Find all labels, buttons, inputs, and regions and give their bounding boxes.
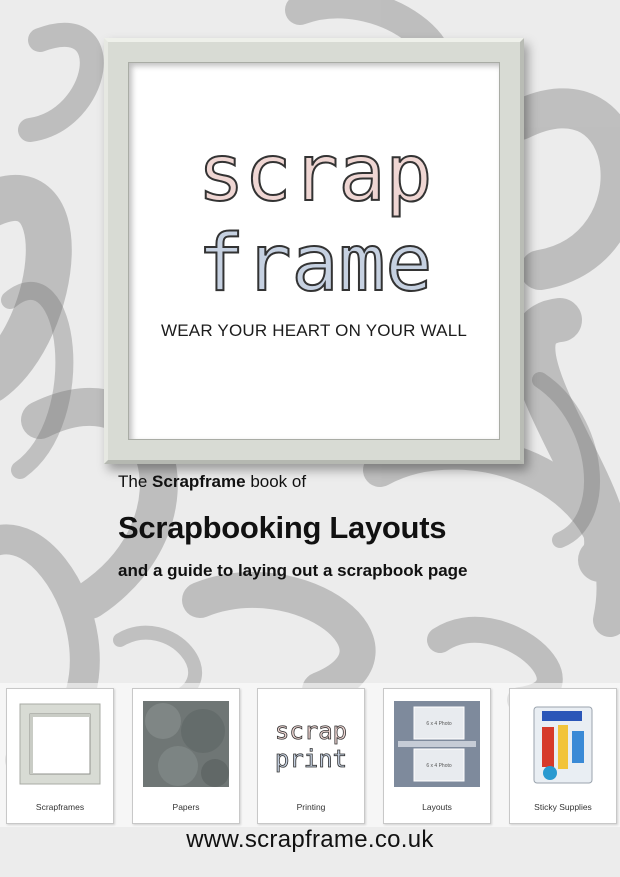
website-url[interactable]: www.scrapframe.co.uk: [186, 826, 434, 853]
layout-thumbnail-icon: [394, 701, 480, 787]
scrap-print-logo-icon: [268, 701, 354, 787]
book-subtitle: The Scrapframe book of: [118, 472, 307, 491]
frame-thumbnail-icon: [17, 701, 103, 787]
product-label: Layouts: [422, 802, 452, 812]
logo-word-scrap: scrap: [197, 130, 433, 219]
product-card-printing[interactable]: [257, 688, 365, 824]
product-card-papers[interactable]: [132, 688, 240, 824]
print-logo-word-scrap: scrap: [274, 717, 348, 745]
page-title: Scrapbooking Layouts: [118, 510, 447, 545]
product-label: Scrapframes: [35, 802, 85, 812]
layout-photo-label-2: 6 x 4 Photo: [426, 763, 452, 769]
product-label: Sticky Supplies: [534, 802, 592, 812]
layout-photo-label-1: 6 x 4 Photo: [426, 721, 452, 727]
logo-word-frame: frame: [197, 219, 433, 309]
product-card-scrapframes[interactable]: [6, 688, 114, 824]
sticky-supplies-thumbnail-icon: [520, 701, 606, 787]
print-logo-word-print: print: [274, 745, 348, 773]
paper-texture-thumbnail-icon: [143, 701, 229, 787]
product-card-layouts[interactable]: [383, 688, 491, 824]
guide-subtitle: and a guide to laying out a scrapbook page: [118, 561, 468, 580]
scrapframe-logo: [150, 130, 490, 320]
brand-name: Scrapframe: [152, 472, 246, 491]
product-label: Printing: [296, 802, 326, 812]
product-label: Papers: [172, 802, 200, 812]
frame-tagline: WEAR YOUR HEART ON YOUR WALL: [161, 321, 467, 340]
product-card-sticky-supplies[interactable]: [509, 688, 617, 824]
